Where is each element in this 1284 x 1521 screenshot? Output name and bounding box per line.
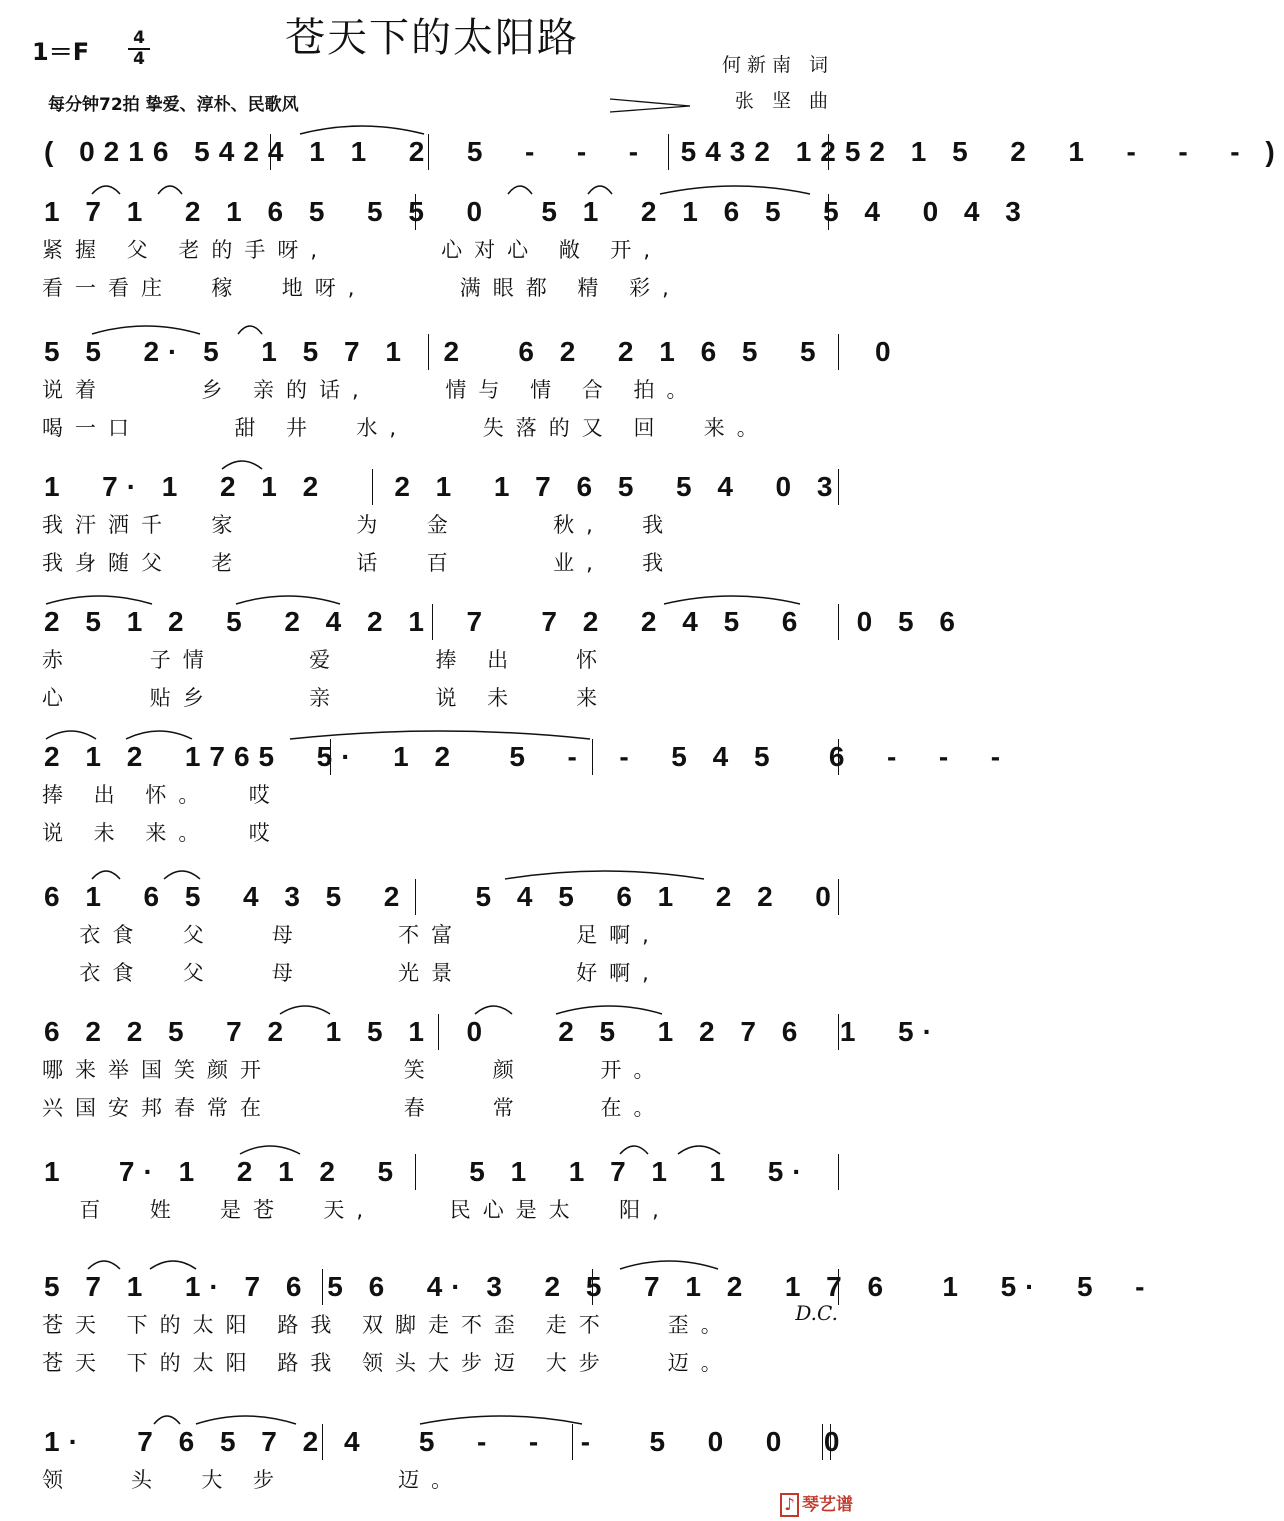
notes-text: 2 5 1 2 5 2 4 2 1 7 7 2 2 4 5 6 0 5 6 (44, 606, 964, 637)
slur-group (0, 453, 864, 473)
lyric-line: 赤 子情 爱 捧 出 怀 (42, 648, 610, 672)
barline (428, 134, 429, 170)
notation-row (0, 190, 1030, 238)
slur-mark (290, 731, 590, 739)
notes-text: 6 1 6 5 4 3 5 2 5 4 5 6 1 2 2 0 (44, 881, 840, 912)
lyric-line: 兴国安邦春常在 春 常 在。 (42, 1096, 667, 1120)
barline (415, 1154, 416, 1190)
slur-group (0, 178, 864, 198)
lyric-line: 我身随父 老 话 百 业, 我 (42, 551, 676, 575)
slur-mark (240, 1146, 300, 1154)
lyric-line: 衣食 父 母 不富 足啊, (42, 923, 661, 947)
barline (432, 604, 433, 640)
slur-mark (92, 186, 120, 194)
time-signature-top: 4 (133, 28, 145, 48)
barline (668, 134, 669, 170)
tempo-expression: 每分钟72拍 挚爱、淳朴、民歌风 (48, 95, 299, 115)
lyricist-credit: 何新南 词 (721, 54, 834, 76)
slur-mark (92, 871, 120, 879)
lyric-line: 捧 出 怀。 哎 (42, 783, 282, 807)
notation-row (0, 130, 1284, 178)
barline (838, 879, 839, 915)
barline (838, 469, 839, 505)
slur-mark (620, 1146, 648, 1154)
lyric-line: 我汗洒千 家 为 金 秋, 我 (42, 513, 676, 537)
barline (838, 1269, 839, 1305)
slur-mark (556, 1006, 662, 1014)
slur-mark (505, 871, 704, 879)
time-signature-bottom: 4 (133, 49, 145, 69)
notation-row (0, 875, 864, 923)
slur-mark (420, 1416, 582, 1424)
notation-row (0, 1420, 864, 1468)
slur-group (0, 998, 864, 1018)
slur-mark (238, 326, 262, 334)
barline (838, 604, 839, 640)
notation-row (0, 465, 864, 513)
slur-mark (280, 1006, 330, 1014)
slur-mark (678, 1146, 720, 1154)
slur-mark (126, 731, 192, 739)
slur-group (0, 1408, 864, 1428)
slur-mark (196, 1416, 296, 1424)
watermark-logo (780, 1490, 856, 1515)
notes-text: ( 0216 5424 1 1 2 5 - - - 5432 1252 1 5 2 1 - - - ) (44, 136, 1284, 167)
notes-text: 1 7· 1 2 1 2 2 1 1 7 6 5 5 4 0 3 (44, 471, 842, 502)
barline (415, 879, 416, 915)
barline (438, 1014, 439, 1050)
lyric-line: 百 姓 是苍 天, 民心是太 阳, (42, 1198, 671, 1222)
barline (838, 1014, 839, 1050)
lyric-line: 哪来举国笑颜开 笑 颜 开。 (42, 1058, 667, 1082)
slur-mark (154, 1416, 180, 1424)
lyric-line: 苍天 下的太阳 路我 双脚走不歪 走不 歪。 (42, 1313, 734, 1337)
barline (372, 469, 373, 505)
notes-text: 1 7 1 2 1 6 5 5 5 0 5 1 2 1 6 5 5 4 0 4 3 (44, 196, 1030, 227)
barline (322, 1424, 323, 1460)
notation-row (0, 735, 1010, 783)
lyric-line: 心 贴乡 亲 说 未 来 (42, 686, 610, 710)
watermark-text: 琴艺谱 (802, 1495, 853, 1515)
notes-text: 5 7 1 1· 7 6 5 6 4· 3 2 5 7 1 2 1 7 6 1 5· 5 - (44, 1271, 1154, 1302)
barline (838, 739, 839, 775)
song-title: 苍天下的太阳路 (285, 15, 579, 61)
lyric-line: 领 头 大 步 迈。 (42, 1468, 465, 1492)
notation-row (0, 330, 900, 378)
lyric-line: 说着 乡 亲的话, 情与 情 合 拍。 (42, 378, 700, 402)
slur-mark (46, 731, 96, 739)
lyric-line: 衣食 父 母 光景 好啊, (42, 961, 661, 985)
notes-text: 1 7· 1 2 1 2 5 5 1 1 7 1 1 5· (44, 1156, 811, 1187)
slur-mark (150, 1261, 196, 1269)
lyric-line: 紧握 父 老的手呀, 心对心 敞 开, (42, 238, 663, 262)
slur-mark (222, 461, 262, 469)
slur-mark (508, 186, 532, 194)
barline (822, 1424, 823, 1460)
barline (322, 1269, 323, 1305)
piano-logo-icon: ♪ (780, 1493, 799, 1517)
barline (572, 1424, 573, 1460)
barline (828, 134, 829, 170)
slur-group (0, 863, 864, 883)
notes-text: 6 2 2 5 7 2 1 5 1 0 2 5 1 2 7 6 1 5· (44, 1016, 941, 1047)
slur-mark (475, 1006, 512, 1014)
barline (270, 134, 271, 170)
lyric-line: 喝一口 甜 井 水, 失落的又 回 来。 (42, 416, 770, 440)
slur-mark (664, 596, 800, 604)
notes-text: 5 5 2· 5 1 5 7 1 2 6 2 2 1 6 5 5 0 (44, 336, 900, 367)
notation-row (0, 1150, 864, 1198)
dc-mark: D.C. (795, 1301, 838, 1325)
lyric-line: 说 未 来。 哎 (42, 821, 282, 845)
notes-text: 2 1 2 1765 5· 1 2 5 - - 5 4 5 6 - - - (44, 741, 1010, 772)
key-signature: 1＝F (32, 38, 90, 66)
slur-mark (588, 186, 612, 194)
slur-mark (158, 186, 182, 194)
slur-mark (92, 326, 200, 334)
slur-mark (620, 1261, 718, 1269)
lyric-line: 苍天 下的太阳 路我 领头大步迈 大步 迈。 (42, 1351, 734, 1375)
slur-mark (660, 186, 810, 194)
notation-row (0, 1265, 1154, 1313)
slur-group (0, 1138, 864, 1158)
slur-mark (88, 1261, 120, 1269)
barline (592, 1269, 593, 1305)
composer-credit: 张 坚 曲 (734, 90, 834, 112)
barline (838, 1154, 839, 1190)
barline (838, 334, 839, 370)
slur-mark (300, 126, 424, 134)
slur-group (0, 723, 864, 743)
lyric-line: 看一看庄 稼 地呀, 满眼都 精 彩, (42, 276, 681, 300)
notation-row (0, 600, 964, 648)
barline (428, 334, 429, 370)
barline (415, 194, 416, 230)
slur-group (0, 118, 864, 138)
notation-row (0, 1010, 941, 1058)
barline (830, 1424, 831, 1460)
notes-text: 1· 7 6 5 7 2 4 5 - - - 5 0 0 0 (44, 1426, 849, 1457)
barline (592, 739, 593, 775)
slur-group (0, 318, 864, 338)
slur-mark (164, 871, 200, 879)
barline (828, 194, 829, 230)
slur-group (0, 588, 864, 608)
slur-mark (46, 596, 152, 604)
slur-mark (236, 596, 340, 604)
slur-group (0, 1253, 864, 1273)
barline (330, 739, 331, 775)
